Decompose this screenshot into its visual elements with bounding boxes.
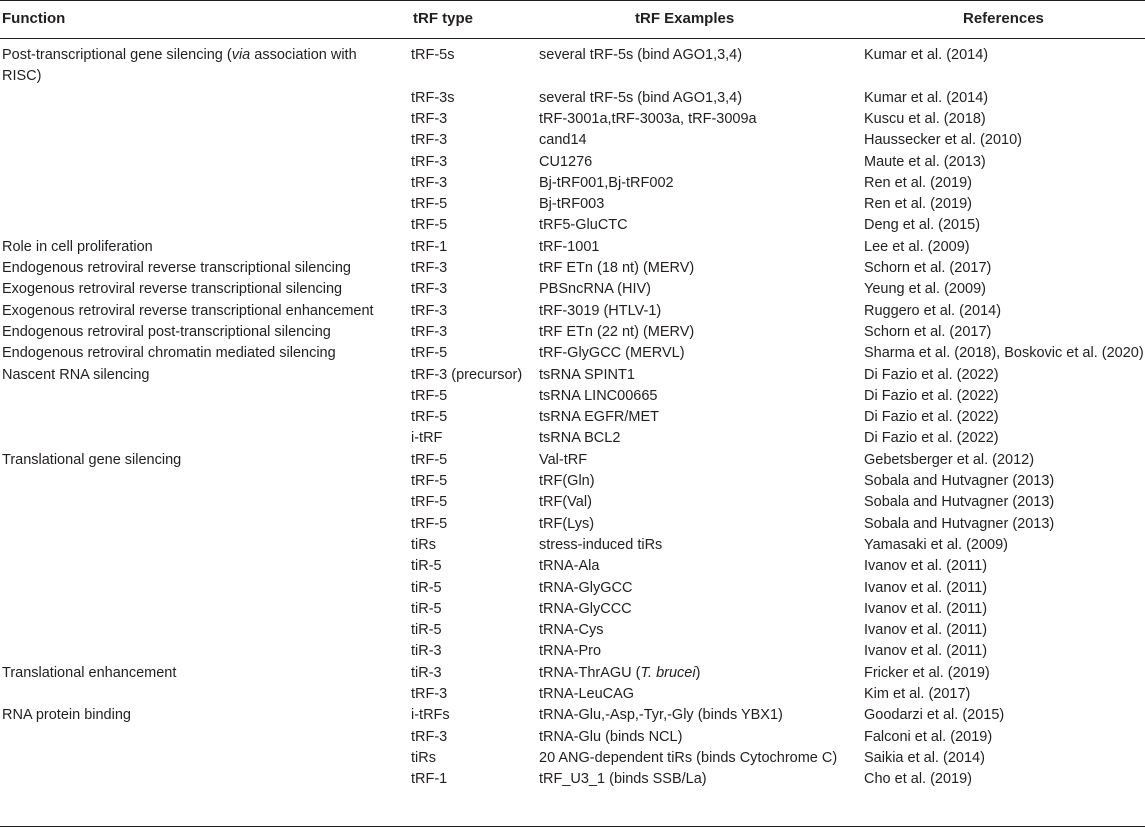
trf-example-cell: tRF-1001 [539, 238, 600, 255]
function-cell: Endogenous retroviral post-transcriptional silencing [2, 323, 331, 340]
function-cell: Exogenous retroviral reverse transcriptional silencing [2, 281, 343, 298]
trf-type-cell: tRF-5 [411, 387, 448, 404]
trf-example-cell: tRNA-GlyGCC [539, 579, 633, 596]
reference-cell: Di Fazio et al. (2022) [864, 430, 999, 447]
reference-cell: Ivanov et al. (2011) [864, 622, 988, 639]
reference-cell: Ivanov et al. (2011) [864, 643, 988, 660]
reference-cell: Fricker et al. (2019) [864, 664, 990, 681]
trf-type-cell: tRF-3 [411, 110, 448, 127]
trf-type-cell: tRF-3 [411, 132, 448, 149]
trf-type-cell: tRF-5 [411, 196, 448, 213]
trf-type-cell: tRF-5 [411, 345, 448, 362]
function-cell: Translational enhancement [2, 664, 177, 681]
reference-cell: Gebetsberger et al. (2012) [864, 451, 1035, 468]
trf-example-cell: Bj-tRF003 [539, 196, 605, 213]
function-cell: Exogenous retroviral reverse transcriptional enhancement [2, 302, 374, 319]
table-bottom-rule [0, 826, 1145, 827]
reference-cell: Ren et al. (2019) [864, 174, 973, 191]
reference-cell: Ivanov et al. (2011) [864, 558, 988, 575]
reference-cell: Goodarzi et al. (2015) [864, 707, 1005, 724]
function-cell: Post-transcriptional gene silencing (via association with RISC) [2, 47, 357, 85]
trf-type-cell: tRF-5 [411, 473, 448, 489]
reference-cell: Yamasaki et al. (2009) [864, 536, 1008, 553]
function-cell: Nascent RNA silencing [2, 366, 150, 383]
trf-example-cell: tRF(Val) [539, 494, 592, 511]
trf-type-cell: tiR-5 [411, 558, 442, 575]
trf-example-cell: Val-tRF [539, 451, 588, 468]
reference-cell: Ren et al. (2019) [864, 196, 973, 213]
reference-cell: Di Fazio et al. (2022) [864, 409, 999, 426]
reference-cell: Schorn et al. (2017) [864, 260, 992, 276]
reference-cell: Sharma et al. (2018), Boskovic et al. (2020) [864, 345, 1144, 362]
trf-type-cell: tRF-3 [411, 174, 448, 191]
trf-type-cell: tRF-3 [411, 323, 448, 340]
trf-example-cell: tRF-3019 (HTLV-1) [539, 302, 662, 319]
function-cell: Endogenous retroviral chromatin mediated silencing [2, 345, 336, 362]
table-header-rule [0, 38, 1145, 39]
reference-cell: Maute et al. (2013) [864, 153, 986, 170]
trf-example-cell: tRF(Gln) [539, 473, 595, 489]
trf-example-cell: tRF ETn (22 nt) (MERV) [539, 323, 695, 340]
reference-cell: Saikia et al. (2014) [864, 749, 985, 766]
header-trf-type: tRF type [413, 10, 473, 27]
reference-cell: Yeung et al. (2009) [864, 281, 987, 298]
reference-cell: Di Fazio et al. (2022) [864, 366, 999, 383]
trf-example-cell: tRF(Lys) [539, 515, 595, 532]
trf-example-cell: tRNA-GlyCCC [539, 600, 632, 617]
reference-cell: Cho et al. (2019) [864, 771, 973, 788]
trf-type-cell: tiRs [411, 536, 436, 553]
trf-example-cell: Bj-tRF001,Bj-tRF002 [539, 174, 674, 191]
trf-type-cell: tiR-3 [411, 643, 442, 660]
reference-cell: Sobala and Hutvagner (2013) [864, 515, 1055, 532]
trf-type-cell: tRF-5 [411, 409, 448, 426]
trf-example-cell: tRF-GlyGCC (MERVL) [539, 345, 685, 362]
reference-cell: Di Fazio et al. (2022) [864, 387, 999, 404]
reference-cell: Schorn et al. (2017) [864, 323, 992, 340]
trf-type-cell: tRF-5 [411, 515, 448, 532]
trf-example-cell: CU1276 [539, 153, 593, 170]
trf-example-cell: tsRNA EGFR/MET [539, 409, 660, 426]
reference-cell: Ivanov et al. (2011) [864, 579, 988, 596]
trf-example-cell: tRF ETn (18 nt) (MERV) [539, 260, 695, 276]
trf-type-cell: tRF-5s [411, 47, 455, 63]
reference-cell: Kuscu et al. (2018) [864, 110, 986, 127]
trf-type-cell: tiR-3 [411, 664, 442, 681]
trf-example-cell: cand14 [539, 132, 587, 149]
trf-type-cell: tRF-3s [411, 89, 455, 106]
trf-example-cell: tRNA-ThrAGU (T. brucei) [539, 664, 701, 681]
trf-type-cell: tiR-5 [411, 622, 442, 639]
reference-cell: Kumar et al. (2014) [864, 47, 989, 63]
header-trf-examples: tRF Examples [635, 10, 735, 27]
trf-example-cell: tRF_U3_1 (binds SSB/La) [539, 771, 707, 788]
trf-example-cell: tRNA-Cys [539, 622, 604, 639]
trf-type-cell: tRF-5 [411, 217, 448, 234]
trf-type-cell: i-tRF [411, 430, 443, 447]
trf-example-cell: tsRNA SPINT1 [539, 366, 635, 383]
header-function: Function [2, 10, 66, 27]
trf-type-cell: tRF-3 [411, 153, 448, 170]
trf-example-cell: several tRF-5s (bind AGO1,3,4) [539, 47, 743, 63]
trf-type-cell: tRF-3 [411, 260, 448, 276]
trf-example-cell: tsRNA BCL2 [539, 430, 621, 447]
trf-example-cell: tRNA-Ala [539, 558, 600, 575]
trf-type-cell: tiR-5 [411, 600, 442, 617]
trf-type-cell: tiRs [411, 749, 436, 766]
reference-cell: Deng et al. (2015) [864, 217, 981, 234]
trf-type-cell: tRF-3 [411, 302, 448, 319]
trf-type-cell: tRF-1 [411, 771, 448, 788]
reference-cell: Sobala and Hutvagner (2013) [864, 494, 1055, 511]
trf-example-cell: PBSncRNA (HIV) [539, 281, 651, 298]
trf-example-cell: tRNA-LeuCAG [539, 686, 635, 702]
reference-cell: Haussecker et al. (2010) [864, 132, 1022, 149]
reference-cell: Ruggero et al. (2014) [864, 302, 1002, 319]
trf-type-cell: tiR-5 [411, 579, 442, 596]
trf-type-cell: tRF-3 [411, 281, 448, 298]
table-top-rule [0, 0, 1145, 1]
function-cell: Role in cell proliferation [2, 238, 153, 255]
trf-example-cell: stress-induced tiRs [539, 536, 663, 553]
function-cell: Endogenous retroviral reverse transcriptional silencing [2, 260, 351, 276]
reference-cell: Falconi et al. (2019) [864, 728, 993, 745]
trf-type-cell: tRF-1 [411, 238, 448, 255]
reference-cell: Ivanov et al. (2011) [864, 600, 988, 617]
function-cell: RNA protein binding [2, 707, 131, 724]
trf-type-cell: tRF-3 (precursor) [411, 366, 523, 383]
header-references: References [963, 10, 1044, 27]
trf-type-cell: tRF-3 [411, 728, 448, 745]
reference-cell: Lee et al. (2009) [864, 238, 970, 255]
trf-example-cell: tRNA-Glu,-Asp,-Tyr,-Gly (binds YBX1) [539, 707, 783, 724]
trf-type-cell: i-tRFs [411, 707, 450, 724]
reference-cell: Sobala and Hutvagner (2013) [864, 473, 1055, 489]
trf-example-cell: tsRNA LINC00665 [539, 387, 658, 404]
trf-type-cell: tRF-3 [411, 686, 448, 702]
trf-type-cell: tRF-5 [411, 451, 448, 468]
trf-type-cell: tRF-5 [411, 494, 448, 511]
function-cell: Translational gene silencing [2, 451, 182, 468]
trf-example-cell: 20 ANG-dependent tiRs (binds Cytochrome C) [539, 749, 838, 766]
trf-example-cell: several tRF-5s (bind AGO1,3,4) [539, 89, 743, 106]
trf-example-cell: tRF-3001a,tRF-3003a, tRF-3009a [539, 110, 757, 127]
trf-example-cell: tRNA-Glu (binds NCL) [539, 728, 683, 745]
trf-example-cell: tRNA-Pro [539, 643, 602, 660]
reference-cell: Kim et al. (2017) [864, 686, 971, 702]
reference-cell: Kumar et al. (2014) [864, 89, 989, 106]
trf-example-cell: tRF5-GluCTC [539, 217, 628, 234]
